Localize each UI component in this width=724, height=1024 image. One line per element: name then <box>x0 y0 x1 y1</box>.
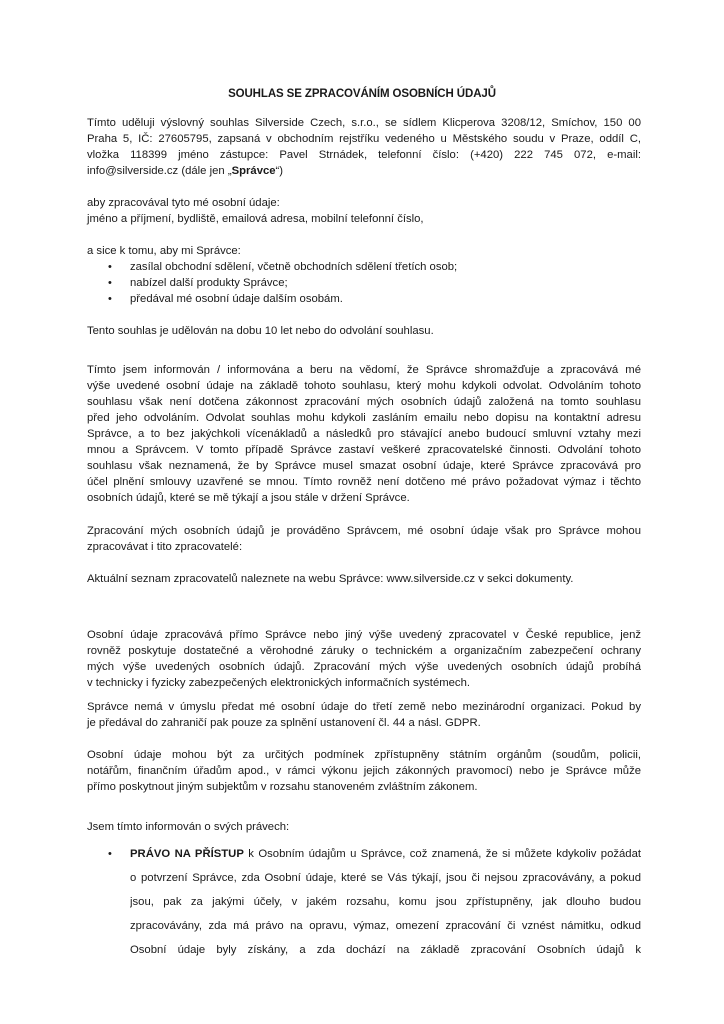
rights-lead <box>87 819 641 835</box>
text-line: Tímto jsem informován / informována a beru na vědomí, že Správce shromažďuje a zpracovává mé <box>87 364 641 376</box>
text-line: Praha 5, IČ: 27605795, zapsaná v obchodním rejstříku vedeného u Městského soudu v Praze, oddíl C, <box>87 133 641 145</box>
text-line: mých výše uvedených osobních údajů. Zpracování mých výše uvedených osobních údajů probíhá <box>87 661 641 673</box>
text-line: Osobní údaje byly získány, a zda dochází na základě zpracování Osobních údajů k <box>130 944 641 956</box>
text-line: notářům, finančním úřadům apod., v rámci výkonu jejich zákonných pravomocí) nebo je Správce může <box>87 765 641 777</box>
text-line: Jsem tímto informován o svých právech: <box>87 821 290 833</box>
closing-quote: “) <box>275 165 284 177</box>
bullet-icon: • <box>108 293 112 305</box>
text-line <box>87 163 641 179</box>
data-scope-paragraph <box>87 195 641 227</box>
text-line: je předával do zahraničí pak pouze za splnění ustanovení čl. 44 a násl. GDPR. <box>87 717 481 729</box>
text-line: o potvrzení Správce, zda Osobní údaje, které se Vás týkají, jsou či nejsou zpracovávány, a pokud <box>130 872 641 884</box>
bullet-icon: • <box>108 277 112 289</box>
security-paragraph <box>87 627 641 691</box>
text-line: souhlasu však není dotčena zákonnost zpracování mých osobních údajů založená na tomto souhlasu <box>87 396 641 408</box>
text-line: účel plnění smlouvy uzavřené se mnou. Tímto rovněž není dotčeno mé právo požadovat výmaz i těchto <box>87 476 641 488</box>
text-line: osobních údajů, které se mě týkají a jsou stále v držení Správce. <box>87 492 410 504</box>
text-line: aby zpracovával tyto mé osobní údaje: <box>87 197 280 209</box>
list-item-text <box>130 842 641 962</box>
list-item <box>87 291 641 307</box>
text-line: zpracovávány, zda má právo na opravu, výmaz, omezení zpracování či vznést námitku, odkud <box>130 920 641 932</box>
text-line: Osobní údaje mohou být za určitých podmínek zpřístupněny státním orgánům (soudům, policii, <box>87 749 641 761</box>
text-line: před jeho odvoláním. Odvolat souhlas mohu kdykoli zasláním emailu nebo dopisu na kontaktní adresu <box>87 412 641 424</box>
intro-paragraph <box>87 115 641 179</box>
list-item <box>87 259 641 275</box>
duration-paragraph <box>87 323 641 339</box>
bullet-icon: • <box>108 261 112 273</box>
list-item <box>87 275 641 291</box>
email-text: info@silverside.cz (dále jen „ <box>87 165 232 177</box>
processors-list-note <box>87 571 641 587</box>
text-line: mnou a Správcem. V tomto případě Správce zastaví veškeré zpracovatelské činnosti. Odvolání tohoto <box>87 444 641 456</box>
bullet-icon: • <box>108 848 112 860</box>
text-line: vložka 118399 jméno zástupce: Pavel Strnádek, telefonní číslo: (+420) 222 745 072, e-mail: <box>87 149 641 161</box>
text-line: Osobní údaje zpracovává přímo Správce nebo jiný výše uvedený zpracovatel v České republice, jenž <box>87 629 641 641</box>
text-line: Správce nemá v úmyslu předat mé osobní údaje do třetí země nebo mezinárodní organizaci. Pokud by <box>87 701 641 713</box>
page-title: SOUHLAS SE ZPRACOVÁNÍM OSOBNÍCH ÚDAJŮ <box>228 88 496 100</box>
right-description: k Osobním údajům u Správce, což znamená, že si můžete kdykoliv požádat <box>243 848 641 860</box>
purposes-lead <box>87 243 641 259</box>
text-line: jméno a příjmení, bydliště, emailová adresa, mobilní telefonní číslo, <box>87 213 424 225</box>
transfer-paragraph <box>87 699 641 731</box>
purposes-list <box>87 259 641 307</box>
right-label: PRÁVO NA PŘÍSTUP <box>130 848 244 860</box>
text-line: Zpracování mých osobních údajů je prováděno Správcem, mé osobní údaje však pro Správce mohou <box>87 525 641 537</box>
text-line: rovněž poskytuje dostatečné a věrohodné záruky o technickém a organizačním zabezpečení ochrany <box>87 645 641 657</box>
controller-term: Správce <box>231 165 276 177</box>
text-line: Tento souhlas je udělován na dobu 10 let nebo do odvolání souhlasu. <box>87 325 434 337</box>
text-line: Správce, a to bez jakýchkoli vícenákladů a následků pro stávající anebo budoucí smluvní vztahy mezi <box>87 428 641 440</box>
text-line: souhlasu však neznamená, že by Správce musel smazat osobní údaje, které Správce zpracovává pro <box>87 460 641 472</box>
text-line <box>130 842 641 866</box>
processors-paragraph <box>87 523 641 555</box>
disclosure-paragraph <box>87 747 641 795</box>
text-line: zpracovávat i tito zpracovatelé: <box>87 541 243 553</box>
text-line: a sice k tomu, aby mi Správce: <box>87 245 241 257</box>
withdrawal-paragraph <box>87 362 641 506</box>
text-line: Tímto uděluji výslovný souhlas Silverside Czech, s.r.o., se sídlem Klicperova 3208/12, Smíchov, 150 00 <box>87 117 641 129</box>
text-line: přímo poskytnout jiným subjektům v rozsahu stanoveném zvláštním zákonem. <box>87 781 478 793</box>
list-item-text: předával mé osobní údaje dalším osobám. <box>130 293 343 305</box>
list-item-text: zasílal obchodní sdělení, včetně obchodních sdělení třetích osob; <box>130 261 458 273</box>
text-line: jsou, pak za jakými účely, v jakém rozsahu, komu jsou zpřístupněny, jak dlouho budou <box>130 896 641 908</box>
text-line: Aktuální seznam zpracovatelů naleznete na webu Správce: www.silverside.cz v sekci dokumenty. <box>87 573 574 585</box>
text-line: v technicky i fyzicky zabezpečených elektronických informačních systémech. <box>87 677 470 689</box>
text-line: výše uvedené osobní údaje na základě tohoto souhlasu, který mohu kdykoli odvolat. Odvoláním tohoto <box>87 380 641 392</box>
list-item-text: nabízel další produkty Správce; <box>130 277 288 289</box>
